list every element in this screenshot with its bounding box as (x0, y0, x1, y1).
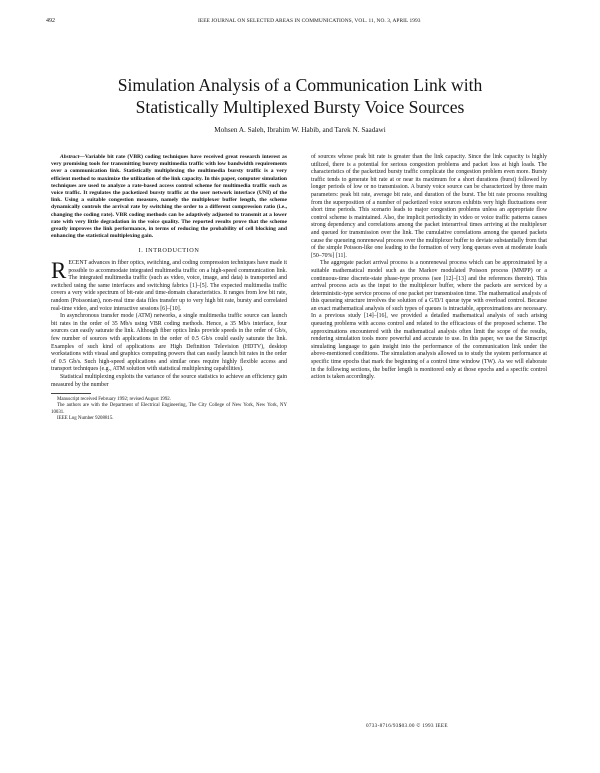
footnote-affiliation: The authors are with the Department of Electrical Engineering, The City College of New York, New York, NY 10031. (51, 403, 287, 415)
running-head: IEEE JOURNAL ON SELECTED AREAS IN COMMUNICATIONS, VOL. 11, NO. 3, APRIL 1993 (198, 18, 421, 24)
abstract-lead: Abstract— (60, 154, 85, 160)
title-line-2: Statistically Multiplexed Bursty Voice Sources (135, 97, 465, 117)
right-paragraph-2: The aggregate packet arrival process is a nonrenewal process which can be approximated by a suitable mathematical model such as the Markov modulated Poisson process (MMPP) or a continuous-time discrete-state phase-type process (see [12]–[13] and the references therein). This arrival process acts as the input to the multiplexer buffer, where the packets are serviced by a deterministic-type service process of one packet per transmission time. The mathematical analysis of this queueing structure involves the solution of a G/D/1 queue type with overload control. Because an exact mathematical analysis of such types of queues is intractable, approximations are necessary. In a previous study [14]–[16], we provided a detailed mathematical analysis of such arising queueing problems with access control and related to the efficacious of the proposed scheme. The approximations encountered with the mathematical analysis often limit the scope of the results, rendering simulation tools more powerful and accurate to use. In this paper, we use the Simscript simulating language to gain insight into the performance of the communication link under the above-mentioned conditions. The simulation analysis allowed us to study the system performance at specific time epochs that mark the beginning of a control time window (TW). As we will elaborate in the following sections, the buffer length is monitored only at those epochs and a specific control action is taken accordingly. (311, 260, 547, 381)
author-list: Mohsen A. Saleh, Ibrahim W. Habib, and Tarek N. Saadawi (214, 126, 386, 134)
footnote-rule (51, 393, 91, 394)
ieee-copyright-id: 0733-8716/93$03.00 © 1993 IEEE (366, 723, 448, 729)
footnotes (51, 397, 287, 422)
drop-cap: R (51, 258, 67, 284)
left-column (51, 154, 287, 422)
paper-title (40, 74, 560, 118)
right-paragraph-1: of sources whose peak bit rate is greater than the link capacity. Since the link capacity is highly utilized, there is a potential for serious congestion problems and packet loss at high loads. The characteristics of the packetized bursty traffic complicate the congestion problem even more. Bursty traffic tends to generate bit rate at or near its maximum for a short durations (burst) followed by longer periods of low or no transmission. A bursty voice source can be characterized by three main parameters: peak bit rate, average bit rate, and duration of the burst. The bit rate process resulting from the superposition of a number of packetized voice sources exhibits very high fluctuations over short time periods. This scenario leads to major congestion problems unless an appropriate flow control scheme is maintained. Also, the implicit periodicity in video or voice traffic patterns causes strong dependency and correlations among the packet interarrival times arriving at the multiplexer and queued for transmission over the link. The cumulative correlations among the queued packets cause the queueing nonrenewal process over the multiplexer buffer to deviate substantially from that of the simple Poisson-like one leading to the formation of very long queues even at moderate loads [50–70%] [11]. (311, 154, 547, 259)
intro-paragraph-1-text: ECENT advances in fiber optics, switching, and coding compression techniques have made it possible to accommodate integrated multimedia traffic on a high-speed communication link. The integrated multimedia traffic (such as video, voice, image, and data) is transported and switched using the same interfaces and switching fabrics [1]–[5]. The expected multimedia traffic covers a very wide spectrum of bit-rate and time-domain characteristics. It ranges from low bit rate, random (Poissonian), non-real time data files transfer up to very high bit rate, bursty and correlated real-time video, and voice interactive sessions [6]–[10]. (51, 260, 287, 312)
page-number: 492 (46, 18, 55, 24)
intro-paragraph-3: Statistical multiplexing exploits the variance of the source statistics to achieve an efficiency gain measured by the number (51, 373, 287, 388)
section-heading-introduction: I. INTRODUCTION (138, 247, 200, 255)
abstract (51, 154, 287, 240)
intro-paragraph-1 (51, 260, 287, 313)
abstract-text: Variable bit rate (VBR) coding techniques have received great research interest as very promising tools for transmitting bursty multimedia traffic with low bandwidth requirements over a communication link. Statistically multiplexing the multimedia bursty traffic is a very efficient method to maximize the utilization of the link capacity. In this paper, computer simulation techniques are used to analyze a rate-based access control scheme for multimedia traffic such as voice traffic. It regulates the packetized bursty traffic at the user network interface (UNI) of the link. Using a suitable congestion measure, namely the multiplexer buffer length, the scheme dynamically controls the arrival rate by switching the order to a different compression ratio (i.e., changing the coding rate). VBR coding methods can be adaptively adjusted to transmit at a lower rate with very little degradation in the voice quality. The reported results prove that the scheme greatly improves the link performance, in terms of reducing the probability of cell blocking and enhancing the statistical multiplexing gain. (51, 154, 287, 240)
right-column (311, 154, 547, 382)
footnote-received: Manuscript received February 1992; revised August 1992. (57, 397, 171, 403)
footnote-ieee-log: IEEE Log Number 9208815. (57, 415, 114, 421)
intro-paragraph-2: In asynchronous transfer mode (ATM) networks, a single multimedia traffic source can launch bit rates in the order of 35 Mb/s using VBR coding methods. Hence, a 35 Mb/s interface, four sources can easily saturate the link. Although fiber optics links provide speeds in the order of Gb/s, few number of sources with applications in the order of 0.5 Gb/s could easily saturate the link. Examples of such kind of applications are High Definition Television (HDTV), desktop workstations with visual and graphics computing powers that can easily launch bit rates in the order of 0.5 Gb/s. Such high-speed applications and similar ones require highly flexible access and transport techniques (e.g., ATM solution with statistical multiplexing capabilities). (51, 313, 287, 373)
title-line-1: Simulation Analysis of a Communication Link with (117, 75, 483, 95)
